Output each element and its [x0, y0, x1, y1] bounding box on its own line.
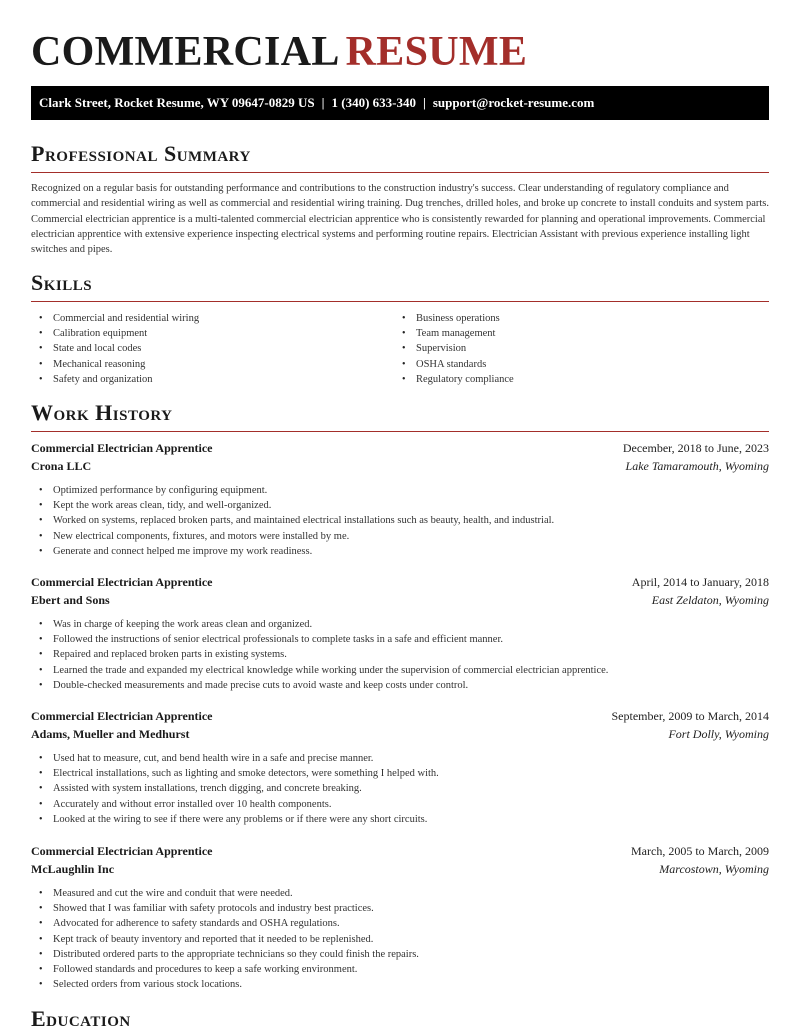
contact-bar — [31, 86, 769, 120]
contact-separator: | — [321, 95, 325, 110]
name-first: COMMERCIAL — [31, 29, 340, 75]
job-bullet: • Was in charge of keeping the work areas clean and organized. — [31, 617, 769, 632]
contact-address: Clark Street, Rocket Resume, WY 09647-0829 US — [39, 95, 315, 110]
job-bullet: • Kept the work areas clean, tidy, and well-organized. — [31, 498, 769, 513]
job-bullet: • New electrical components, fixtures, and motors were installed by me. — [31, 529, 769, 544]
job-dates: December, 2018 to June, 2023 — [622, 441, 769, 455]
skills-list-right — [394, 311, 514, 387]
job-dates: April, 2014 to January, 2018 — [631, 575, 769, 589]
job-bullet: • Learned the trade and expanded my electrical knowledge while working under the supervision of commercial electrician apprentice. — [31, 663, 769, 678]
job-bullet: • Double-checked measurements and made precise cuts to avoid waste and keep costs under control. — [31, 678, 769, 693]
section-title-work-history: Work History — [31, 400, 173, 425]
skill-item: • Business operations — [394, 311, 514, 326]
job-bullet: • Electrical installations, such as lighting and smoke detectors, were something I helped with. — [31, 766, 769, 781]
job-bullet: • Generate and connect helped me improve my work readiness. — [31, 544, 769, 559]
skill-item: • Regulatory compliance — [394, 372, 514, 387]
job-bullet: • Assisted with system installations, trench digging, and concrete breaking. — [31, 781, 769, 796]
job-entry — [31, 709, 769, 827]
job-bullet: • Selected orders from various stock locations. — [31, 977, 769, 992]
section-divider — [31, 301, 769, 302]
resume-name — [31, 28, 527, 76]
job-title: Commercial Electrician Apprentice — [31, 575, 213, 589]
job-dates: March, 2005 to March, 2009 — [631, 844, 769, 858]
job-title: Commercial Electrician Apprentice — [31, 844, 213, 858]
skill-item: • Safety and organization — [31, 372, 199, 387]
skill-item: • Mechanical reasoning — [31, 357, 199, 372]
job-bullets — [31, 886, 769, 992]
job-bullet: • Followed standards and procedures to keep a safe working environment. — [31, 962, 769, 977]
job-bullet: • Showed that I was familiar with safety protocols and industry best practices. — [31, 901, 769, 916]
job-bullet: • Measured and cut the wire and conduit that were needed. — [31, 886, 769, 901]
job-location: Fort Dolly, Wyoming — [668, 727, 769, 741]
job-bullets — [31, 617, 769, 693]
job-company: Adams, Mueller and Medhurst — [31, 727, 190, 741]
job-entry — [31, 441, 769, 559]
name-last: RESUME — [345, 29, 528, 75]
job-company: Ebert and Sons — [31, 593, 110, 607]
section-title-skills: Skills — [31, 270, 93, 295]
job-bullet: • Repaired and replaced broken parts in existing systems. — [31, 647, 769, 662]
job-location: Lake Tamaramouth, Wyoming — [625, 459, 769, 473]
skill-item: • State and local codes — [31, 341, 199, 356]
skills-list-left — [31, 311, 199, 387]
job-company: Crona LLC — [31, 459, 92, 473]
skill-item: • Team management — [394, 326, 514, 341]
job-bullet: • Accurately and without error installed over 10 health components. — [31, 797, 769, 812]
job-bullet: • Looked at the wiring to see if there were any problems or if there were any short circuits. — [31, 812, 769, 827]
job-company: McLaughlin Inc — [31, 862, 115, 876]
job-entry — [31, 844, 769, 992]
section-divider — [31, 172, 769, 173]
job-dates: September, 2009 to March, 2014 — [611, 709, 769, 723]
job-bullet: • Optimized performance by configuring equipment. — [31, 483, 769, 498]
job-bullet: • Used hat to measure, cut, and bend health wire in a safe and precise manner. — [31, 751, 769, 766]
section-title-education: Education — [31, 1006, 131, 1031]
contact-phone[interactable]: 1 (340) 633-340 — [331, 95, 416, 110]
job-bullets — [31, 483, 769, 559]
section-divider — [31, 431, 769, 432]
job-bullet: • Advocated for adherence to safety standards and OSHA regulations. — [31, 916, 769, 931]
job-bullet: • Distributed ordered parts to the appropriate technicians so they could finish the repairs. — [31, 947, 769, 962]
skill-item: • Commercial and residential wiring — [31, 311, 199, 326]
job-location: Marcostown, Wyoming — [659, 862, 769, 876]
section-title-summary: Professional Summary — [31, 141, 251, 166]
job-location: East Zeldaton, Wyoming — [651, 593, 769, 607]
skill-item: • Supervision — [394, 341, 514, 356]
summary-text: Recognized on a regular basis for outstanding performance and contributions to the construction industry's success. Clear understanding of regulatory compliance and commercial and residential wiring as well as commercial and residential wiring training. Dug trenches, drilled holes, and broke up concrete to install conduits and system parts. Commercial electrician apprentice is a multi-talented commercial electrician apprentice who is consistently rewarded for planning and operational improvements. Commercial electrician apprentice with extensive experience inspecting electrical systems and performing routine repairs. Electrician Assistant with previous experience installing light switches and pipes. — [31, 183, 769, 256]
contact-separator: | — [423, 95, 426, 110]
contact-email[interactable]: support@rocket-resume.com — [432, 95, 595, 110]
job-title: Commercial Electrician Apprentice — [31, 709, 213, 723]
skill-item: • Calibration equipment — [31, 326, 199, 341]
job-entry — [31, 575, 769, 693]
job-bullet: • Worked on systems, replaced broken parts, and maintained electrical installations such as beauty, health, and industrial. — [31, 513, 769, 528]
job-bullet: • Kept track of beauty inventory and reported that it needed to be replenished. — [31, 932, 769, 947]
skill-item: • OSHA standards — [394, 357, 514, 372]
job-bullets — [31, 751, 769, 827]
job-bullet: • Followed the instructions of senior electrical professionals to complete tasks in a safe and efficient manner. — [31, 632, 769, 647]
job-title: Commercial Electrician Apprentice — [31, 441, 213, 455]
